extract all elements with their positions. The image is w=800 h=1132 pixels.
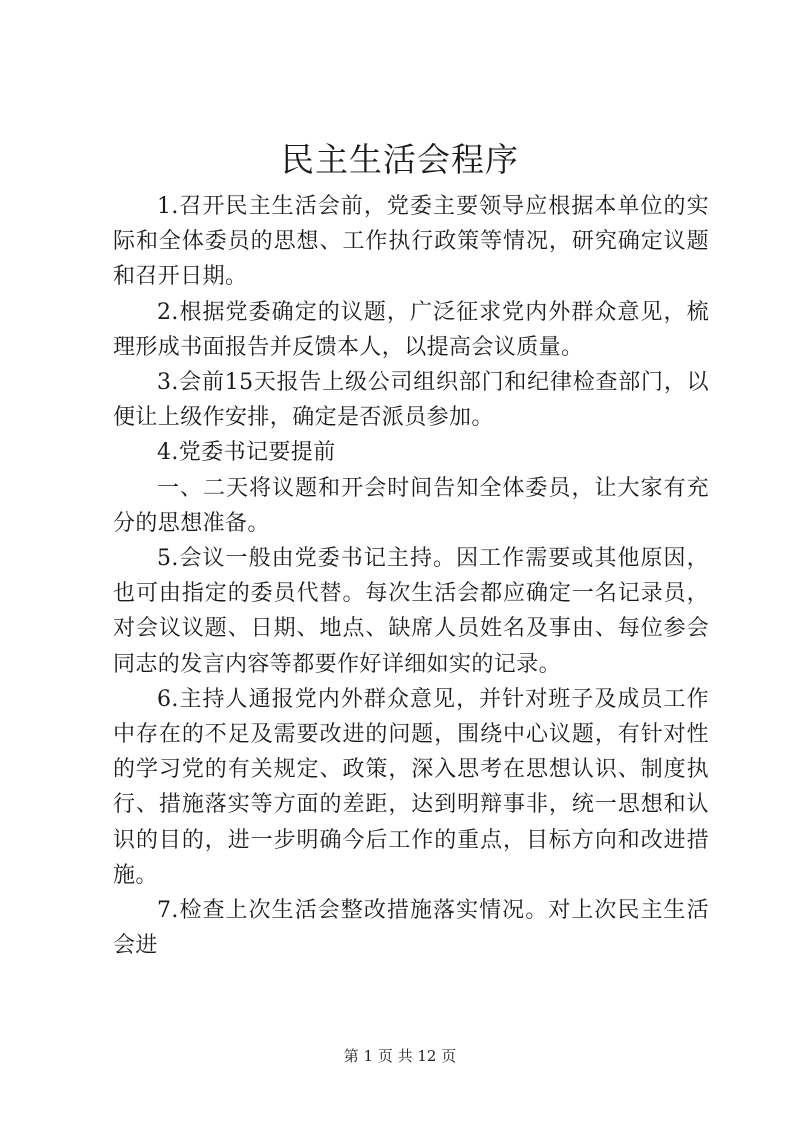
- paragraph-6: 6.主持人通报党内外群众意见，并针对班子及成员工作中存在的不足及需要改进的问题，围绕中心议题，有针对性的学习党的有关规定、政策，深入思考在思想认识、制度执行、措施落实等方面的差距，达到明辩事非，统一思想和认识的目的，进一步明确今后工作的重点，目标方向和改进措施。: [113, 686, 709, 888]
- paragraph-7: 7.检查上次生活会整改措施落实情况。对上次民主生活会进: [113, 898, 709, 959]
- document-title: 民主生活会程序: [281, 140, 519, 179]
- paragraph-1: 1.召开民主生活会前，党委主要领导应根据本单位的实际和全体委员的思想、工作执行政策等情况，研究确定议题和召开日期。: [113, 194, 709, 290]
- page-footer: 第 1 页 共 12 页: [343, 1047, 457, 1065]
- paragraph-5: 5.会议一般由党委书记主持。因工作需要或其他原因，也可由指定的委员代替。每次生活会都应确定一名记录员，对会议议题、日期、地点、缺席人员姓名及事由、每位参会同志的发言内容等都要作好详细如实的记录。: [113, 546, 709, 677]
- document-body: [113, 189, 709, 963]
- paragraph-4: 4.党委书记要提前: [157, 440, 336, 466]
- paragraph-3: 3.会前15天报告上级公司组织部门和纪律检查部门，以便让上级作安排，确定是否派员参加。: [113, 370, 709, 431]
- paragraph-4-continued: 一、二天将议题和开会时间告知全体委员，让大家有充分的思想准备。: [113, 475, 709, 536]
- paragraph-2: 2.根据党委确定的议题，广泛征求党内外群众意见，梳理形成书面报告并反馈本人，以提高会议质量。: [113, 299, 709, 360]
